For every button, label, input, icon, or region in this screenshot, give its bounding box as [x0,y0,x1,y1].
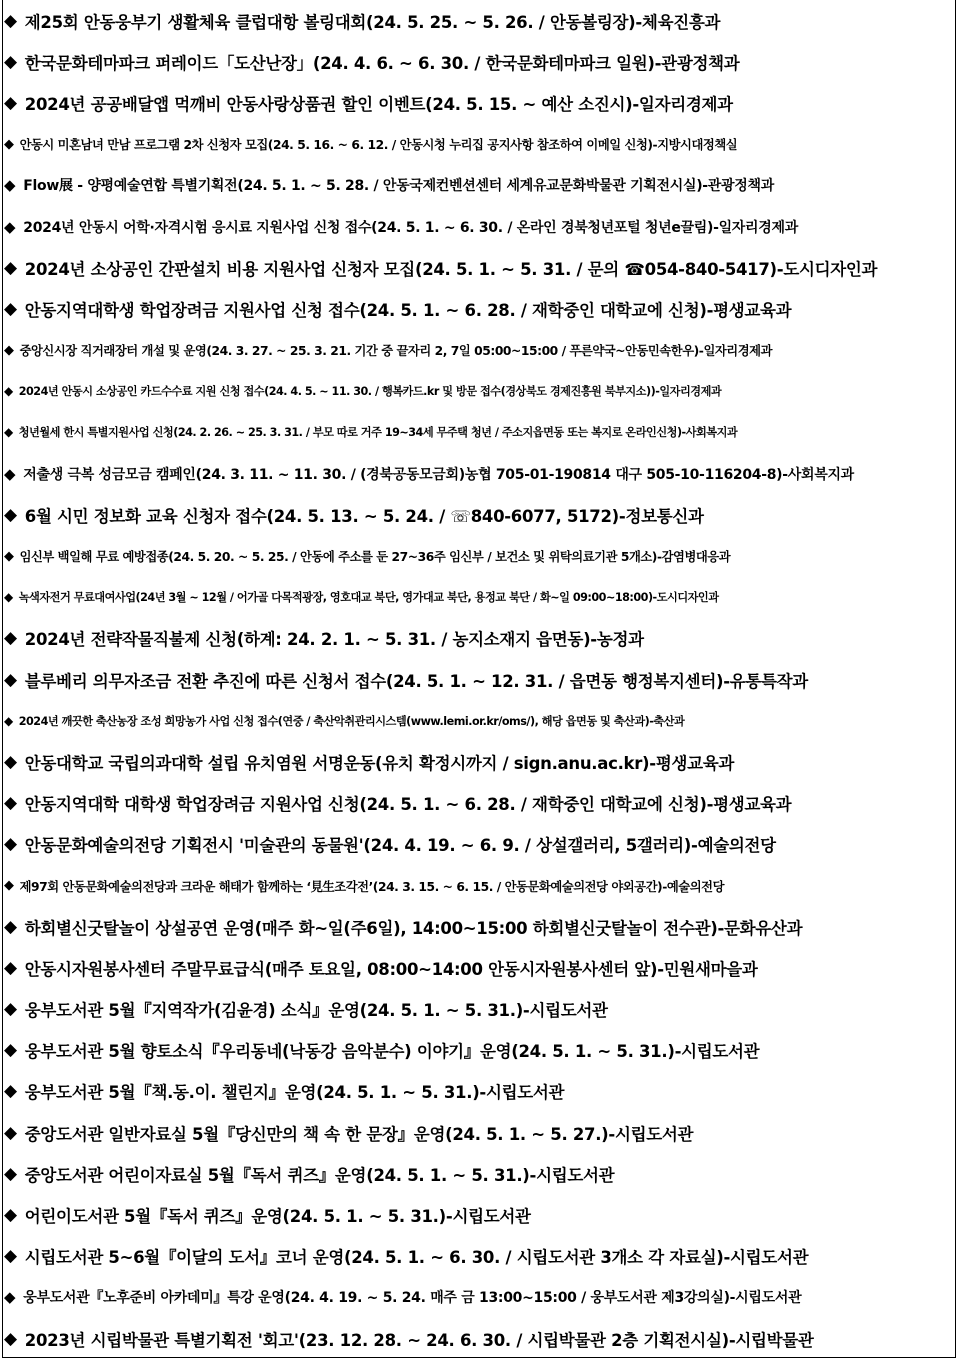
notice-item [4,330,954,371]
diamond-bullet-icon: ◆ [4,257,17,278]
diamond-bullet-icon: ◆ [4,1040,17,1061]
notice-text: 제25회 안동웅부기 생활체육 클럽대항 볼링대회(24. 5. 25. ~ 5. 26. / 안동볼링장)-체육진흥과 [24,12,721,32]
notice-text: 한국문화테마파크 퍼레이드「도산난장」(24. 4. 6. ~ 6. 30. / 한국문화테마파크 일원)-관광정책과 [24,53,740,73]
notice-item [4,1236,954,1277]
notice-text: 안동시 미혼남녀 만남 프로그램 2차 신청자 모집(24. 5. 16. ~ 6. 12. / 안동시청 누리집 공지사항 참조하여 이메일 신청)-지방시대정책실 [19,138,738,153]
notice-text: 2024년 전략작물직불제 신청(하계: 24. 2. 1. ~ 5. 31. / 농지소재지 읍면동)-농정과 [24,630,644,650]
notice-item [4,741,954,782]
notice-item [4,783,954,824]
notice-list [4,0,954,1359]
diamond-bullet-icon: ◆ [4,136,14,152]
notice-item [4,1071,954,1112]
diamond-bullet-icon: ◆ [4,669,17,690]
notice-text: 안동대학교 국립의과대학 설립 유치염원 서명운동(유치 확정시까지 / sign.anu.ac.kr)-평생교육과 [24,753,735,773]
notice-item [4,618,954,659]
notice-text: 제97회 안동문화예술의전당과 크라운 해태가 함께하는 ‘見生조각전’(24. 3. 15. ~ 6. 15. / 안동문화예술의전당 야외공간)-예술의전당 [19,879,724,894]
diamond-bullet-icon: ◆ [4,878,14,894]
diamond-bullet-icon: ◆ [4,834,17,855]
notice-text: 2024년 깨끗한 축산농장 조성 희망농가 사업 신청 접수(연중 / 축산악취관리시스템(www.lemi.or.kr/oms/), 해당 읍면동 및 축산과)-축산과 [18,714,685,728]
notice-item [4,989,954,1030]
diamond-bullet-icon: ◆ [4,1328,17,1349]
diamond-bullet-icon: ◆ [4,590,13,605]
notice-text: 2024년 안동시 소상공인 카드수수료 지원 신청 접수(24. 4. 5. ~ 11. 30. / 행복카드.kr 및 방문 접수(경상북도 경제진흥원 북부지소))-일자리경제과 [18,385,722,399]
notice-item [4,906,954,947]
notice-text: 웅부도서관 5월『책.동.이. 챌린지』운영(24. 5. 1. ~ 5. 31.)-시립도서관 [24,1083,565,1103]
notice-item [4,124,954,165]
notice-text: 안동지역대학 대학생 학업장려금 지원사업 신청(24. 5. 1. ~ 6. 28. / 재학중인 대학교에 신청)-평생교육과 [24,795,792,815]
diamond-bullet-icon: ◆ [4,298,17,319]
notice-text: 중앙도서관 일반자료실 5월『당신만의 책 속 한 문장』운영(24. 5. 1. ~ 5. 27.)-시립도서관 [24,1124,694,1144]
notice-text: 하회별신굿탈놀이 상설공연 운영(매주 화~일(주6일), 14:00~15:00 하회별신굿탈놀이 전수관)-문화유산과 [24,918,803,938]
notice-item [4,371,954,412]
diamond-bullet-icon: ◆ [4,176,16,195]
notice-text: 블루베리 의무자조금 전환 추진에 따른 신청서 접수(24. 5. 1. ~ 12. 31. / 읍면동 행정복지센터)-유통특작과 [24,671,808,691]
notice-text: 웅부도서관『노후준비 아카데미』특강 운영(24. 4. 19. ~ 5. 24. 매주 금 13:00~15:00 / 웅부도서관 제3강의실)-시립도서관 [23,1290,802,1307]
diamond-bullet-icon: ◆ [4,51,17,72]
diamond-bullet-icon: ◆ [4,10,17,31]
notice-text: 안동시자원봉사센터 주말무료급식(매주 토요일, 08:00~14:00 안동시자원봉사센터 앞)-민원새마을과 [24,959,758,979]
notice-item [4,659,954,700]
diamond-bullet-icon: ◆ [4,1288,16,1307]
diamond-bullet-icon: ◆ [4,1081,17,1102]
diamond-bullet-icon: ◆ [4,751,17,772]
notice-item [4,947,954,988]
notice-text: 안동문화예술의전당 기획전시 '미술관의 동물원'(24. 4. 19. ~ 6. 9. / 상설갤러리, 5갤러리)-예술의전당 [24,836,776,856]
notice-item [4,865,954,906]
diamond-bullet-icon: ◆ [4,1246,17,1267]
notice-text: 중앙신시장 직거래장터 개설 및 운영(24. 3. 27. ~ 25. 3. 21. 기간 중 끝자리 2, 7일 05:00~15:00 / 푸른약국~안동민속한우)-일자리경제과 [19,344,773,359]
diamond-bullet-icon: ◆ [4,342,14,358]
diamond-bullet-icon: ◆ [4,384,13,399]
diamond-bullet-icon: ◆ [4,92,17,113]
notice-item [4,1112,954,1153]
notice-text: 2023년 시립박물관 특별기획전 '회고'(23. 12. 28. ~ 24. 6. 30. / 시립박물관 2층 기획전시실)-시립박물관 [24,1330,814,1350]
notice-item [4,1030,954,1071]
diamond-bullet-icon: ◆ [4,425,13,440]
diamond-bullet-icon: ◆ [4,916,17,937]
diamond-bullet-icon: ◆ [4,999,17,1020]
notice-item [4,494,954,535]
notice-text: 시립도서관 5~6월『이달의 도서』코너 운영(24. 5. 1. ~ 6. 30. / 시립도서관 3개소 각 자료실)-시립도서관 [24,1248,809,1268]
notice-item [4,1153,954,1194]
notice-text: 임신부 백일해 무료 예방접종(24. 5. 20. ~ 5. 25. / 안동에 주소를 둔 27~36주 임신부 / 보건소 및 위탁의료기관 5개소)-감염병대응과 [19,550,731,565]
notice-item [4,206,954,247]
notice-item [4,288,954,329]
notice-text: 안동지역대학생 학업장려금 지원사업 신청 접수(24. 5. 1. ~ 6. 28. / 재학중인 대학교에 신청)-평생교육과 [24,300,792,320]
notice-text: 저출생 극복 성금모금 캠페인(24. 3. 11. ~ 11. 30. / (경북공동모금회)농협 705-01-190814 대구 505-10-116204-8)-사회복지과 [23,466,854,483]
notice-text: 2024년 공공배달앱 먹깨비 안동사랑상품권 할인 이벤트(24. 5. 15. ~ 예산 소진시)-일자리경제과 [24,94,733,114]
notice-text: 웅부도서관 5월 향토소식『우리동네(낙동강 음악분수) 이야기』운영(24. 5. 1. ~ 5. 31.)-시립도서관 [24,1042,760,1062]
notice-text: 6월 시민 정보화 교육 신청자 접수(24. 5. 13. ~ 5. 24. / ☏840-6077, 5172)-정보통신과 [24,506,704,526]
notice-text: 웅부도서관 5월『지역작가(김윤경) 소식』운영(24. 5. 1. ~ 5. 31.)-시립도서관 [24,1001,608,1021]
notice-text: 2024년 안동시 어학·자격시험 응시료 지원사업 신청 접수(24. 5. 1. ~ 6. 30. / 온라인 경북청년포털 청년e끌림)-일자리경제과 [23,219,798,236]
notice-item [4,577,954,618]
diamond-bullet-icon: ◆ [4,548,14,564]
notice-text: 녹색자전거 무료대여사업(24년 3월 ~ 12월 / 어가골 다목적광장, 영호대교 북단, 영가대교 북단, 용정교 북단 / 화~일 09:00~18:00)-도시디자인과 [18,591,719,605]
diamond-bullet-icon: ◆ [4,1205,17,1226]
notice-item [4,82,954,123]
notice-item [4,824,954,865]
notice-item [4,1318,954,1359]
notice-item [4,0,954,41]
diamond-bullet-icon: ◆ [4,504,17,525]
notice-item [4,41,954,82]
notice-item [4,247,954,288]
diamond-bullet-icon: ◆ [4,628,17,649]
notice-text: Flow展 - 양평예술연합 특별기획전(24. 5. 1. ~ 5. 28. / 안동국제컨벤션센터 세계유교문화박물관 기획전시실)-관광정책과 [23,178,774,195]
notice-item [4,1194,954,1235]
diamond-bullet-icon: ◆ [4,1163,17,1184]
diamond-bullet-icon: ◆ [4,793,17,814]
notice-text: 중앙도서관 어린이자료실 5월『독서 퀴즈』운영(24. 5. 1. ~ 5. 31.)-시립도서관 [24,1165,615,1185]
notice-text: 청년월세 한시 특별지원사업 신청(24. 2. 26. ~ 25. 3. 31. / 부모 따로 거주 19~34세 무주택 청년 / 주소지읍면동 또는 복지로 온라인신청)-사회복지과 [18,426,738,440]
diamond-bullet-icon: ◆ [4,464,16,483]
notice-item [4,412,954,453]
diamond-bullet-icon: ◆ [4,957,17,978]
diamond-bullet-icon: ◆ [4,1122,17,1143]
notice-item [4,700,954,741]
notice-item [4,453,954,494]
notice-text: 2024년 소상공인 간판설치 비용 지원사업 신청자 모집(24. 5. 1. ~ 5. 31. / 문의 ☎054-840-5417)-도시디자인과 [24,259,878,279]
diamond-bullet-icon: ◆ [4,713,13,728]
notice-text: 어린이도서관 5월『독서 퀴즈』운영(24. 5. 1. ~ 5. 31.)-시립도서관 [24,1207,531,1227]
notice-item [4,1277,954,1318]
notice-item [4,165,954,206]
diamond-bullet-icon: ◆ [4,217,16,236]
notice-item [4,535,954,576]
